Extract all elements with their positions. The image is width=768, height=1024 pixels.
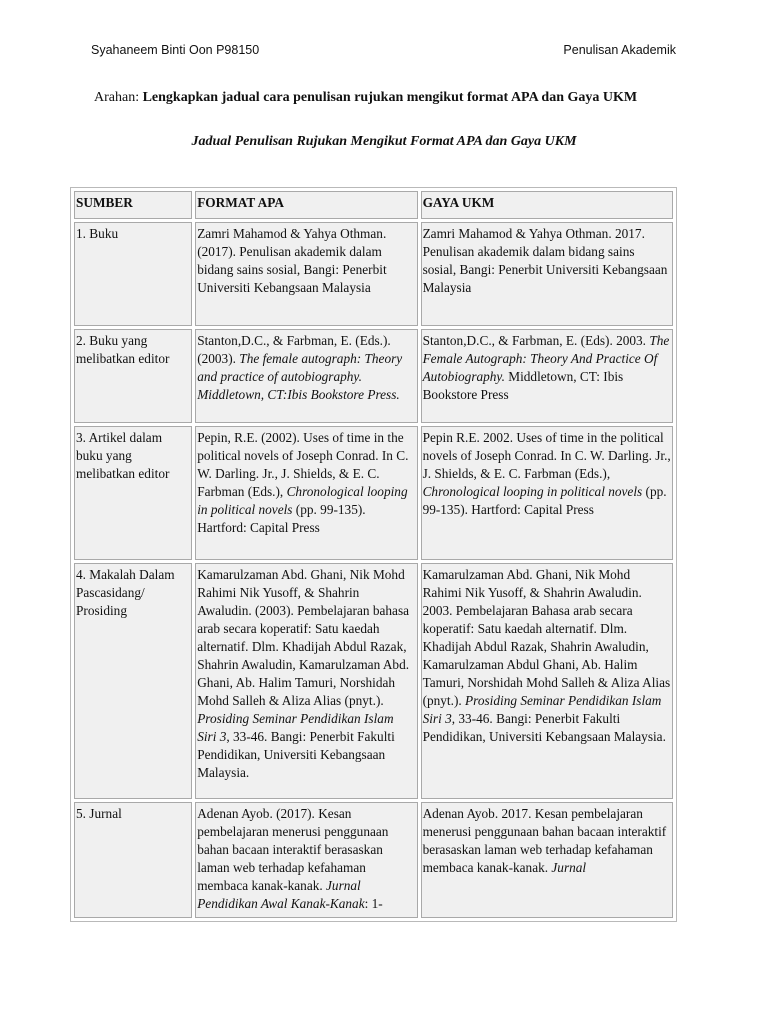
header-cell-apa: FORMAT APA (195, 191, 417, 219)
table-row (74, 222, 673, 326)
ukm-italic: Jurnal (551, 860, 587, 875)
table-header-row (74, 191, 673, 219)
source-cell: 4. Makalah Dalam Pascasidang/ Prosiding (74, 563, 192, 799)
apa-italic: Prosiding Seminar Pendidikan Islam Siri 3 (197, 711, 394, 744)
ukm-cell (421, 563, 673, 799)
ukm-text: Pepin R.E. 2002. Uses of time in the political novels of Joseph Conrad. In C. W. Darling. Jr., J. Shields, & E. C. Farbman (Eds.), (422, 430, 671, 481)
ukm-italic: Prosiding Seminar Pendidikan Islam Siri 3 (422, 693, 662, 726)
apa-italic: Chronological looping in political novels (197, 484, 408, 517)
ukm-text: Kamarulzaman Abd. Ghani, Nik Mohd Rahimi Nik Yusoff, & Shahrin Awaludin. 2003. Pembelajaran Bahasa arab secara koperatif: Satu kaedah alternatif. Dlm. Khadijah Abdul Razak, Shahrin Awaludin, Kamarulzaman Abdul Ghani, Ab. Halim Tamuri, Norshidah Mohd Salleh & Aliza Alias (pnyt.). (422, 567, 671, 708)
source-cell: 5. Jurnal (74, 802, 192, 918)
ukm-cell (421, 426, 673, 560)
ukm-text-after: , 33-46. Bangi: Penerbit Fakulti Pendidikan, Universiti Kebangsaan Malaysia. (422, 711, 666, 744)
ukm-text: Zamri Mahamod & Yahya Othman. 2017. Penulisan akademik dalam bidang sains sosial, Bangi: Penerbit Universiti Kebangsaan Malaysia (422, 226, 668, 295)
apa-italic: The female autograph: Theory and practice of autobiography. Middletown, CT:Ibis Bookstore Press. (197, 351, 403, 402)
ukm-italic: Chronological looping in political novels (422, 484, 643, 499)
apa-text: Adenan Ayob. (2017). Kesan pembelajaran menerusi penggunaan bahan bacaan interaktif berasaskan laman web terhadap kefahaman membaca kanak-kanak. (197, 806, 389, 893)
apa-italic: Jurnal Pendidikan Awal Kanak-Kanak (197, 878, 365, 911)
apa-text-after: (pp. 99-135). Hartford: Capital Press (197, 502, 366, 535)
apa-text: Stanton,D.C., & Farbman, E. (Eds.). (2003). (197, 333, 391, 366)
instruction (94, 89, 674, 107)
ukm-cell (421, 222, 673, 326)
ukm-text-after: Middletown, CT: Ibis Bookstore Press (422, 369, 624, 402)
header-author: Syahaneem Binti Oon P98150 (91, 43, 260, 57)
header-course: Penulisan Akademik (563, 43, 676, 57)
table-title: Jadual Penulisan Rujukan Mengikut Format APA dan Gaya UKM (191, 134, 577, 149)
ukm-cell (421, 802, 673, 918)
source-cell: 1. Buku (74, 222, 192, 326)
table-row (74, 329, 673, 423)
header-cell-ukm: GAYA UKM (421, 191, 673, 219)
apa-cell (195, 802, 417, 918)
table-row (74, 563, 673, 799)
ukm-italic: The Female Autograph: Theory And Practice Of Autobiography. (422, 333, 670, 384)
apa-text: Pepin, R.E. (2002). Uses of time in the political novels of Joseph Conrad. In C. W. Darling. Jr., J. Shields, & E. C. Farbman (Eds.), (197, 430, 409, 499)
ukm-text: Adenan Ayob. 2017. Kesan pembelajaran menerusi penggunaan bahan bacaan interaktif berasaskan laman web terhadap kefahaman membaca kanak-kanak. (422, 806, 667, 875)
apa-cell (195, 222, 417, 326)
apa-text: Kamarulzaman Abd. Ghani, Nik Mohd Rahimi Nik Yusoff, & Shahrin Awaludin. (2003). Pembelajaran bahasa arab secara koperatif: Satu kaedah alternatif. Dlm. Khadijah Abdul Razak, Shahrin Awaludin, Kamarulzaman Abd. Ghani, Ab. Halim Tamuri, Norshidah Mohd Salleh & Aliza Alias (pnyt.). (197, 567, 410, 708)
apa-cell (195, 426, 417, 560)
apa-cell (195, 563, 417, 799)
apa-cell (195, 329, 417, 423)
ukm-text-after: (pp. 99-135). Hartford: Capital Press (422, 484, 667, 517)
ukm-text: Stanton,D.C., & Farbman, E. (Eds). 2003. (422, 333, 650, 348)
table-row (74, 426, 673, 560)
source-cell: 2. Buku yang melibatkan editor (74, 329, 192, 423)
table-row (74, 802, 673, 918)
reference-table (70, 187, 677, 922)
header-cell-source: SUMBER (74, 191, 192, 219)
ukm-cell (421, 329, 673, 423)
instruction-text: Lengkapkan jadual cara penulisan rujukan mengikut format APA dan Gaya UKM (142, 90, 638, 105)
apa-text-after: , 33-46. Bangi: Penerbit Fakulti Pendidikan, Universiti Kebangsaan Malaysia. (197, 729, 395, 780)
source-cell: 3. Artikel dalam buku yang melibatkan editor (74, 426, 192, 560)
apa-text-after: : 1- (364, 896, 383, 911)
apa-text: Zamri Mahamod & Yahya Othman. (2017). Penulisan akademik dalam bidang sains sosial, Bangi: Penerbit Universiti Kebangsaan Malaysia (197, 226, 387, 295)
instruction-prefix: Arahan: (94, 90, 143, 105)
